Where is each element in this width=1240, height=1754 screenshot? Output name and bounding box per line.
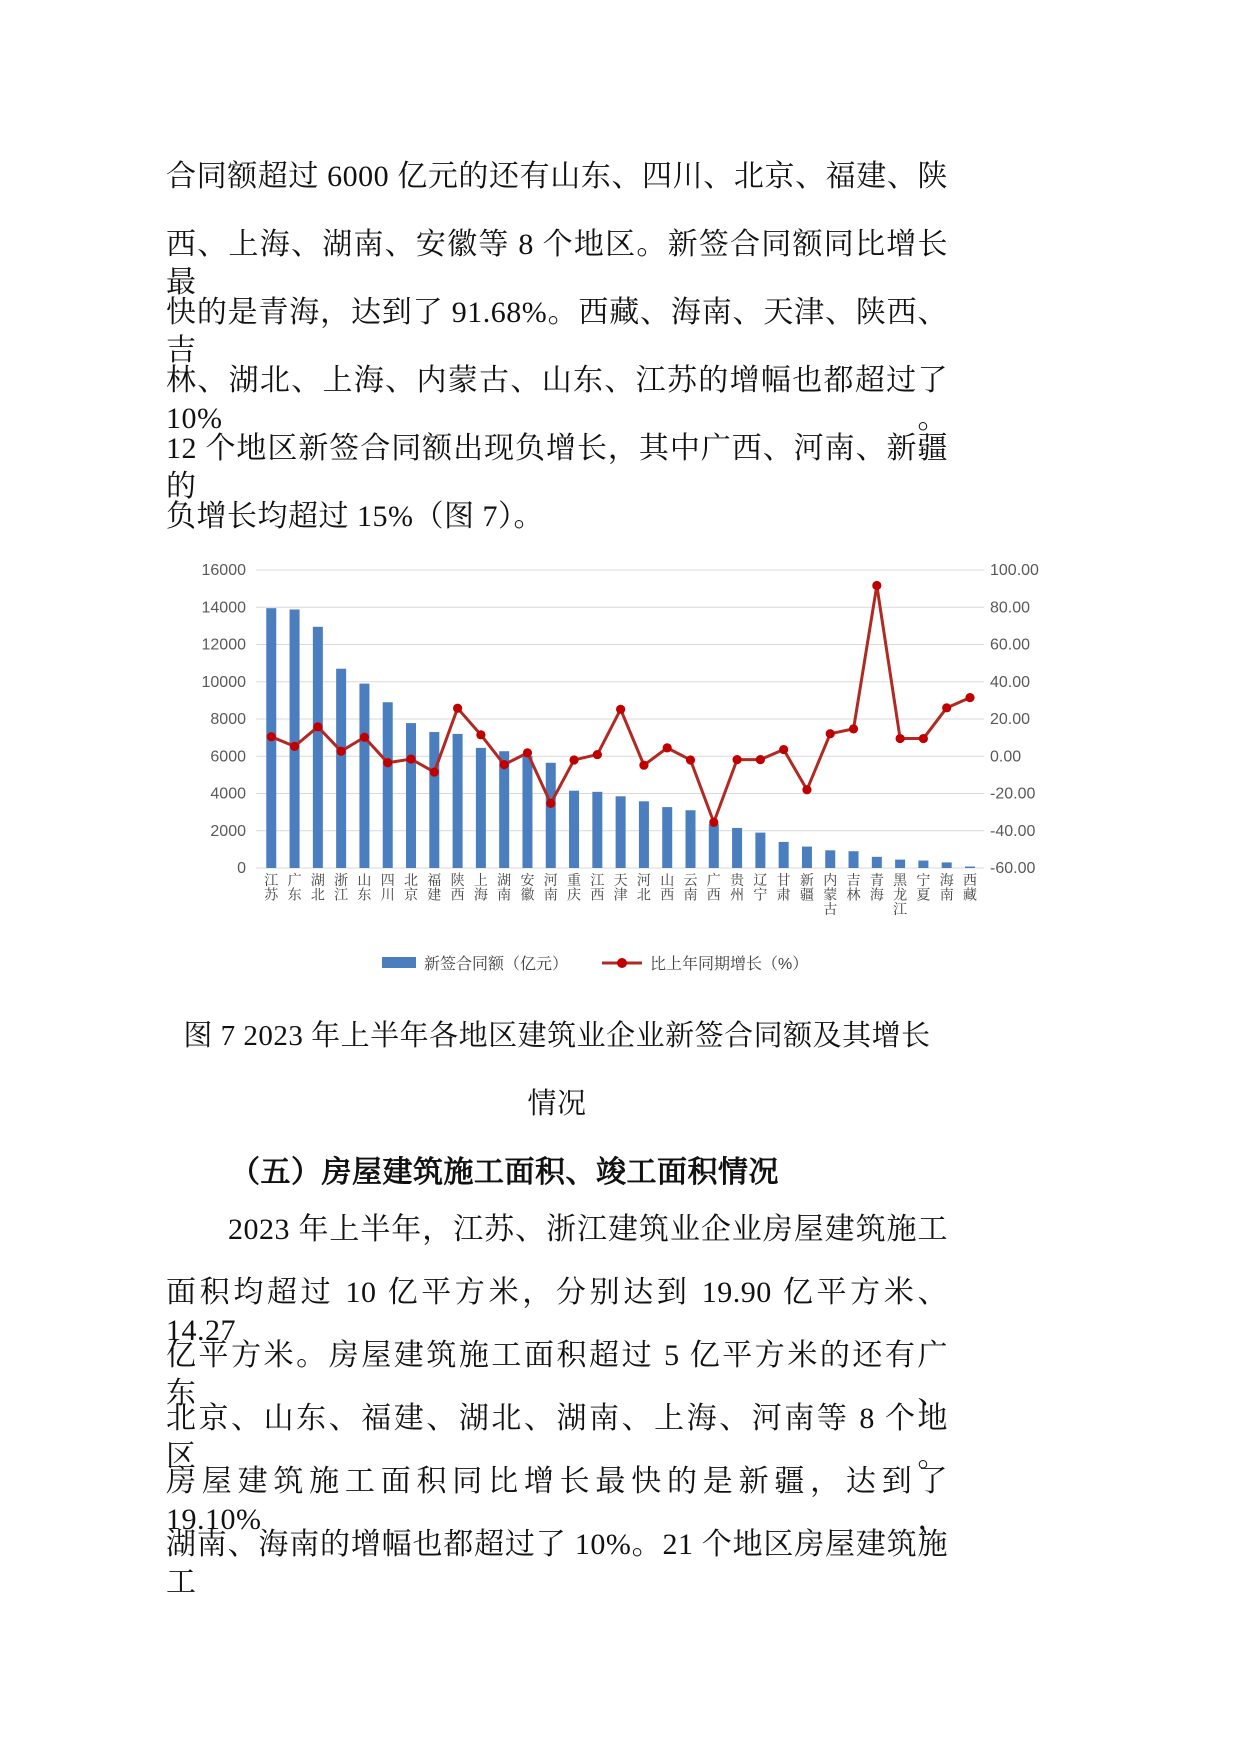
figure-caption-line-1: 图 7 2023 年上半年各地区建筑业企业新签合同额及其增长	[183, 1020, 931, 1052]
bar	[546, 763, 556, 868]
growth-line-marker	[616, 705, 625, 714]
bar	[825, 850, 835, 868]
growth-line-marker	[686, 755, 695, 764]
bar	[359, 684, 369, 868]
legend-line-marker	[617, 958, 627, 968]
bar	[592, 792, 602, 868]
growth-line-marker	[756, 755, 765, 764]
right-axis-tick-label: 80.00	[990, 599, 1031, 617]
bar	[755, 833, 765, 868]
bar	[383, 702, 393, 868]
bar	[406, 723, 416, 868]
category-label: 陕西	[450, 872, 465, 903]
bar	[569, 791, 579, 868]
combo-chart-canvas	[170, 495, 1070, 995]
growth-line-marker	[709, 818, 718, 827]
bar	[918, 861, 928, 868]
category-label: 北京	[404, 872, 419, 903]
bar	[313, 627, 323, 868]
bar	[453, 734, 463, 868]
growth-line-marker	[942, 703, 951, 712]
category-label: 四川	[380, 872, 395, 903]
paragraph-top-line-1: 合同额超过 6000 亿元的还有山东、四川、北京、福建、陕	[166, 160, 948, 193]
bar	[476, 748, 486, 868]
category-label: 宁夏	[916, 872, 931, 903]
growth-line-marker	[267, 732, 276, 741]
left-axis-tick-label: 14000	[201, 599, 246, 617]
category-label: 湖南	[497, 872, 512, 903]
bar-series-new-signed-contracts	[266, 608, 975, 868]
growth-line-marker	[779, 745, 788, 754]
paragraph-bottom-line-6: 湖南、海南的增幅也都超过了 10%。21 个地区房屋建筑施工	[166, 1528, 948, 1599]
growth-line-marker	[360, 733, 369, 742]
growth-line-markers	[267, 581, 975, 827]
bar	[616, 796, 626, 868]
category-label: 山西	[660, 872, 675, 903]
category-label: 山东	[357, 872, 372, 903]
category-label: 甘肃	[776, 872, 791, 903]
category-label: 安徽	[520, 872, 535, 903]
growth-line-marker	[826, 729, 835, 738]
x-axis-category-labels	[264, 872, 977, 917]
left-axis-tick-label: 16000	[201, 562, 246, 579]
growth-line-marker	[546, 799, 555, 808]
growth-line-marker	[337, 747, 346, 756]
right-axis-tick-label: 0.00	[990, 748, 1022, 766]
right-axis-tick-label: 60.00	[990, 636, 1031, 654]
category-label: 内蒙古	[823, 872, 838, 917]
bar	[686, 810, 696, 868]
bar	[802, 847, 812, 868]
growth-line-marker	[849, 724, 858, 733]
right-axis-tick-label: 40.00	[990, 673, 1031, 691]
bar	[779, 842, 789, 868]
paragraph-bottom-line-1: 2023 年上半年，江苏、浙江建筑业企业房屋建筑施工	[228, 1213, 948, 1246]
right-axis-tick-label: -60.00	[990, 860, 1036, 877]
growth-line-marker	[523, 748, 532, 757]
paragraph-bottom-line-2: 面积均超过 10 亿平方米，分别达到 19.90 亿平方米、14.27	[166, 1276, 948, 1347]
category-label: 江西	[590, 872, 605, 903]
right-axis-tick-label: -20.00	[990, 785, 1036, 803]
growth-line-marker	[500, 760, 509, 769]
growth-line-marker	[313, 722, 322, 731]
category-label: 西藏	[962, 872, 977, 903]
right-axis-tick-label: 20.00	[990, 711, 1031, 728]
bar	[965, 867, 975, 868]
category-label: 广东	[287, 872, 302, 903]
legend-line-label: 比上年同期增长（%）	[650, 956, 809, 973]
growth-line-marker	[476, 730, 485, 739]
bar	[290, 609, 300, 868]
growth-line-marker	[406, 754, 415, 763]
bar	[895, 860, 905, 868]
growth-line-marker	[639, 761, 648, 770]
category-label: 河北	[636, 872, 651, 903]
growth-line-marker	[802, 785, 811, 794]
section-heading: （五）房屋建筑施工面积、竣工面积情况	[230, 1156, 779, 1189]
left-axis-tick-label: 4000	[210, 785, 246, 803]
left-axis-tick-label: 6000	[210, 748, 246, 766]
growth-line-marker	[453, 704, 462, 713]
left-axis-tick-label: 2000	[210, 822, 246, 840]
left-axis-ticks	[202, 562, 247, 877]
bar	[849, 851, 859, 868]
bar	[872, 857, 882, 868]
growth-line-marker	[569, 755, 578, 764]
paragraph-top-line-5: 12 个地区新签合同额出现负增长，其中广西、河南、新疆的	[166, 432, 948, 503]
category-label: 上海	[473, 872, 488, 903]
growth-line-marker	[872, 581, 881, 590]
category-label: 黑龙江	[893, 872, 908, 917]
right-axis-tick-label: -40.00	[990, 822, 1036, 840]
paragraph-top-line-6: 负增长均超过 15%（图 7）。	[166, 500, 544, 533]
growth-line-marker	[919, 734, 928, 743]
category-label: 重庆	[567, 872, 582, 903]
category-label: 贵州	[730, 872, 745, 903]
category-label: 广西	[706, 872, 721, 903]
category-label: 辽宁	[753, 872, 768, 903]
left-axis-tick-label: 0	[237, 860, 246, 877]
growth-line-marker	[732, 755, 741, 764]
left-axis-tick-label: 12000	[201, 636, 246, 654]
bar	[732, 828, 742, 868]
bar	[942, 862, 952, 868]
category-label: 新疆	[799, 872, 814, 903]
paragraph-top-line-2: 西、上海、湖南、安徽等 8 个地区。新签合同额同比增长最	[166, 228, 948, 299]
growth-line-marker	[965, 693, 974, 702]
category-label: 福建	[427, 872, 442, 903]
category-label: 湖北	[310, 872, 325, 903]
category-label: 江苏	[264, 872, 279, 903]
category-label: 青海	[869, 872, 884, 903]
growth-line	[271, 585, 970, 822]
left-axis-tick-label: 10000	[201, 673, 246, 691]
growth-line-marker	[383, 758, 392, 767]
bar	[709, 824, 719, 868]
legend-bar-swatch	[382, 957, 416, 968]
bar	[522, 756, 532, 868]
figure-caption-line-2: 情况	[527, 1088, 587, 1120]
bar	[662, 807, 672, 868]
category-label: 河南	[543, 872, 558, 903]
category-label: 海南	[939, 872, 954, 903]
bar	[639, 801, 649, 868]
right-axis-tick-label: 100.00	[990, 562, 1039, 579]
paragraph-bottom-line-5: 房屋建筑施工面积同比增长最快的是新疆，达到了 19.10%，	[166, 1465, 948, 1536]
left-axis-tick-label: 8000	[210, 711, 246, 728]
growth-line-marker	[593, 750, 602, 759]
growth-line-marker	[896, 734, 905, 743]
paragraph-bottom-line-3: 亿平方米。房屋建筑施工面积超过 5 亿平方米的还有广东、	[166, 1339, 948, 1410]
chart-legend	[382, 954, 808, 973]
category-label: 吉林	[846, 872, 861, 903]
category-label: 天津	[613, 872, 628, 903]
category-label: 云南	[683, 872, 698, 903]
growth-line-marker	[290, 742, 299, 751]
bar	[336, 669, 346, 868]
paragraph-top-line-3: 快的是青海，达到了 91.68%。西藏、海南、天津、陕西、吉	[166, 296, 948, 367]
category-label: 浙江	[334, 872, 349, 903]
legend-bar-label: 新签合同额（亿元）	[424, 956, 569, 973]
figure-7-chart	[170, 495, 1070, 995]
growth-line-marker	[663, 743, 672, 752]
paragraph-top-line-4: 林、湖北、上海、内蒙古、山东、江苏的增幅也都超过了 10%。	[166, 364, 948, 435]
growth-line-marker	[430, 767, 439, 776]
paragraph-bottom-line-4: 北京、山东、福建、湖北、湖南、上海、河南等 8 个地区。	[166, 1402, 948, 1473]
right-axis-ticks	[990, 562, 1039, 877]
bar	[429, 732, 439, 868]
